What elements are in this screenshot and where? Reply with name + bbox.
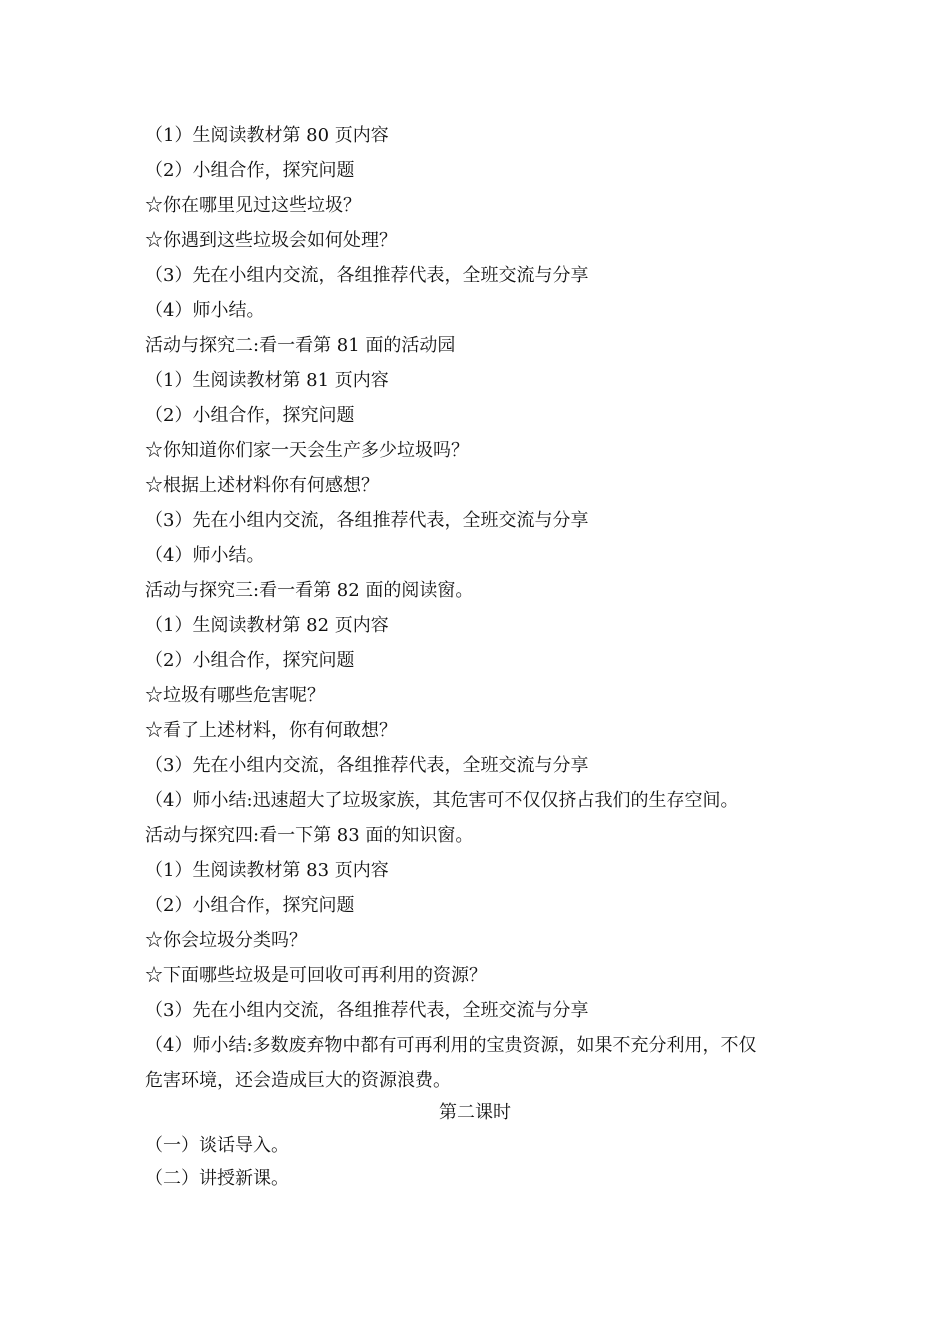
text-line: （3）先在小组内交流，各组推荐代表，全班交流与分享 [145,1000,589,1021]
text-line: ☆你遇到这些垃圾会如何处理？ [145,230,397,251]
text-line: ☆你会垃圾分类吗？ [145,930,307,951]
text-line: ☆垃圾有哪些危害呢？ [145,685,325,706]
text-line: （4）师小结。 [145,545,265,566]
section-heading: 活动与探究三:看一看第 82 面的阅读窗。 [145,580,474,601]
text-line: ☆你知道你们家一天会生产多少垃圾吗？ [145,440,469,461]
text-line: （4）师小结:多数废弃物中都有可再利用的宝贵资源，如果不充分利用，不仅 [145,1035,757,1056]
text-line: （3）先在小组内交流，各组推荐代表，全班交流与分享 [145,755,589,776]
text-line: （2）小组合作，探究问题 [145,405,355,426]
text-line: （一）谈话导入。 [145,1135,289,1156]
text-line: ☆看了上述材料，你有何敢想？ [145,720,397,741]
text-line: （3）先在小组内交流，各组推荐代表，全班交流与分享 [145,510,589,531]
text-line: ☆下面哪些垃圾是可回收可再利用的资源？ [145,965,487,986]
text-line: （2）小组合作，探究问题 [145,650,355,671]
text-line: （4）师小结。 [145,300,265,321]
text-line: （1）生阅读教材第 83 页内容 [145,860,389,881]
text-line: （1）生阅读教材第 81 页内容 [145,370,389,391]
text-line: ☆根据上述材料你有何感想？ [145,475,379,496]
text-line: （二）讲授新课。 [145,1168,289,1189]
text-line: （2）小组合作，探究问题 [145,160,355,181]
text-line: （1）生阅读教材第 82 页内容 [145,615,389,636]
text-line: ☆你在哪里见过这些垃圾？ [145,195,361,216]
text-line: （2）小组合作，探究问题 [145,895,355,916]
text-line: （3）先在小组内交流，各组推荐代表，全班交流与分享 [145,265,589,286]
lesson-title: 第二课时 [439,1102,511,1123]
text-line: （1）生阅读教材第 80 页内容 [145,125,389,146]
section-heading: 活动与探究二:看一看第 81 面的活动园 [145,335,456,356]
section-heading: 活动与探究四:看一下第 83 面的知识窗。 [145,825,474,846]
text-line: 危害环境，还会造成巨大的资源浪费。 [145,1070,451,1091]
text-line: （4）师小结:迅速超大了垃圾家族，其危害可不仅仅挤占我们的生存空间。 [145,790,739,811]
